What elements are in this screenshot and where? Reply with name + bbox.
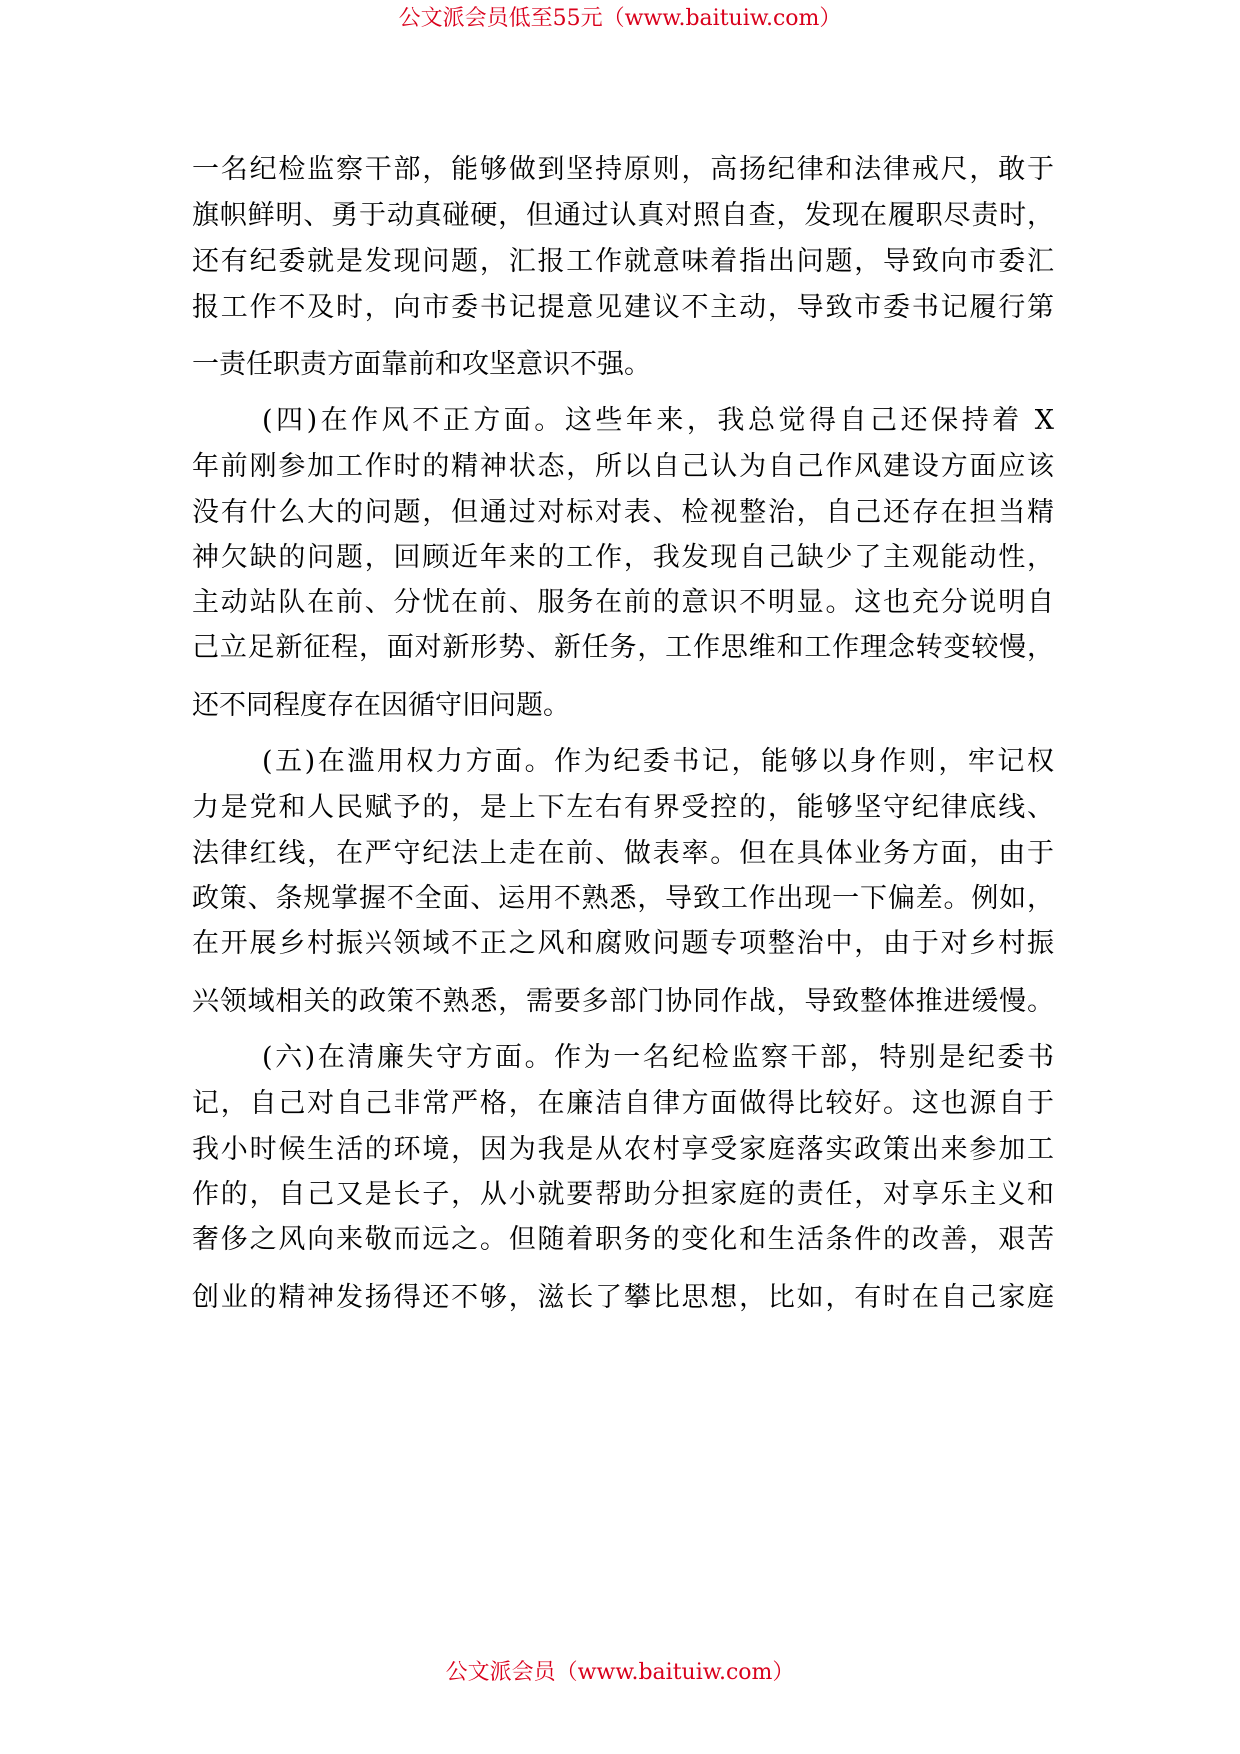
text-line: 没有什么大的问题，但通过对标对表、检视整治，自己还存在担当精 <box>192 497 1054 528</box>
text-line: 己立足新征程，面对新形势、新任务，工作思维和工作理念转变较慢， <box>192 632 1054 663</box>
text-line: 奢侈之风向来敬而远之。但随着职务的变化和生活条件的改善，艰苦 <box>192 1224 1054 1255</box>
text-line: 报工作不及时，向市委书记提意见建议不主动，导致市委书记履行第 <box>192 292 1054 323</box>
text-line: 还有纪委就是发现问题，汇报工作就意味着指出问题，导致向市委汇 <box>192 246 1054 277</box>
header-watermark-banner: 公文派会员低至55元（www.baituiw.com） <box>398 6 842 31</box>
text-line: 兴领域相关的政策不熟悉，需要多部门协同作战，导致整体推进缓慢。 <box>192 986 1054 1017</box>
text-line: 在开展乡村振兴领域不正之风和腐败问题专项整治中，由于对乡村振 <box>192 928 1054 959</box>
text-line: 一名纪检监察干部，能够做到坚持原则，高扬纪律和法律戒尺，敢于 <box>192 154 1054 185</box>
text-line: 神欠缺的问题，回顾近年来的工作，我发现自己缺少了主观能动性， <box>192 542 1054 573</box>
text-line: 旗帜鲜明、勇于动真碰硬，但通过认真对照自查，发现在履职尽责时， <box>192 200 1054 231</box>
paragraph-start-line: (五)在滥用权力方面。作为纪委书记，能够以身作则，牢记权 <box>262 746 1054 777</box>
text-line: 主动站队在前、分忧在前、服务在前的意识不明显。这也充分说明自 <box>192 587 1054 618</box>
paragraph-start-line: (四)在作风不正方面。这些年来，我总觉得自己还保持着 X <box>262 405 1054 436</box>
footer-watermark-banner: 公文派会员（www.baituiw.com） <box>445 1660 795 1685</box>
text-line: 法律红线，在严守纪法上走在前、做表率。但在具体业务方面，由于 <box>192 838 1054 869</box>
text-line: 记，自己对自己非常严格，在廉洁自律方面做得比较好。这也源自于 <box>192 1088 1054 1119</box>
text-line: 政策、条规掌握不全面、运用不熟悉，导致工作出现一下偏差。例如， <box>192 883 1054 914</box>
text-line: 作的，自己又是长子，从小就要帮助分担家庭的责任，对享乐主义和 <box>192 1179 1054 1210</box>
text-line: 创业的精神发扬得还不够，滋长了攀比思想，比如，有时在自己家庭 <box>192 1282 1054 1313</box>
paragraph-start-line: (六)在清廉失守方面。作为一名纪检监察干部，特别是纪委书 <box>262 1042 1054 1073</box>
text-line: 年前刚参加工作时的精神状态，所以自己认为自己作风建设方面应该 <box>192 451 1054 482</box>
text-line: 一责任职责方面靠前和攻坚意识不强。 <box>192 349 651 380</box>
text-line: 我小时候生活的环境，因为我是从农村享受家庭落实政策出来参加工 <box>192 1134 1054 1165</box>
text-line: 力是党和人民赋予的，是上下左右有界受控的，能够坚守纪律底线、 <box>192 792 1054 823</box>
text-line: 还不同程度存在因循守旧问题。 <box>192 690 570 721</box>
